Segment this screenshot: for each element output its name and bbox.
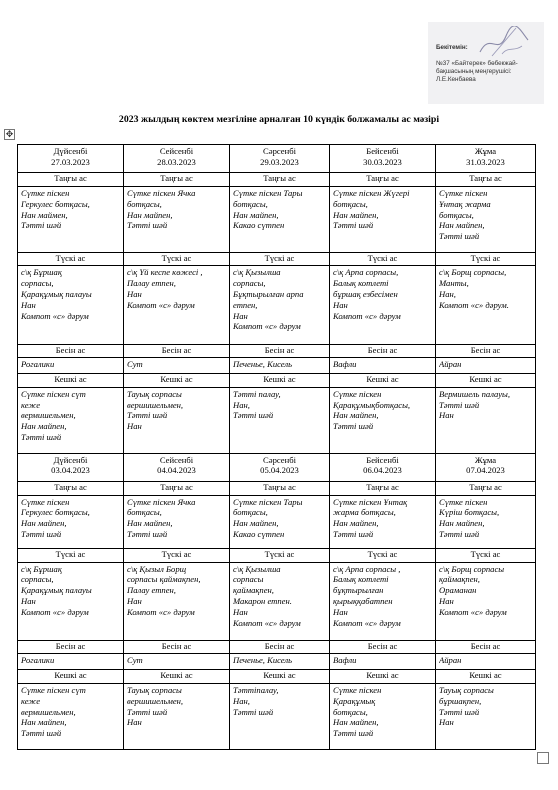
day-header-cell: [436, 145, 536, 173]
menu-item-line: Вафли: [333, 359, 357, 370]
page-title: 2023 жылдың көктем мезгіліне арналған 10 күндік болжамалы ас мәзірі: [118, 114, 440, 125]
menu-item-line: Нан: [127, 421, 142, 432]
menu-item-line: Нан майпен,: [333, 717, 379, 728]
meal-items-cell: [436, 358, 536, 374]
day-header-cell: [124, 145, 230, 173]
day-name: Сәрсенбі: [263, 146, 296, 156]
menu-item-line: с\қ Бұршақ: [21, 267, 62, 278]
menu-item-line: с\қ Қызыл Борщ: [127, 563, 187, 574]
menu-item-line: ботқасы,: [333, 706, 368, 717]
menu-item-line: ботқасы,: [333, 198, 368, 209]
meal-items-row: [18, 654, 536, 670]
menu-item-line: сорпасы қаймақпен,: [127, 574, 201, 585]
menu-item-line: Сүтке піскен: [439, 188, 488, 198]
meal-label: Таңғы ас: [18, 173, 124, 187]
meal-label: Бесін ас: [18, 640, 124, 654]
meal-items-row: [18, 387, 536, 453]
meal-label: Кешкі ас: [230, 374, 330, 388]
menu-item-line: Палау етпен,: [127, 278, 176, 289]
menu-item-line: Тәтті шәй: [333, 529, 374, 539]
menu-item-line: Нан майпен,: [21, 421, 67, 432]
menu-item-line: Сут: [127, 359, 143, 370]
meal-items-row: [18, 683, 536, 749]
day-date: 30.03.2023: [363, 156, 402, 167]
menu-item-line: Балық котлеті: [333, 278, 389, 289]
menu-item-line: Компот «с» дәрум: [439, 606, 507, 617]
menu-item-line: Нан майпен,: [333, 209, 379, 220]
meal-label-row: [18, 482, 536, 496]
meal-label: Таңғы ас: [436, 173, 536, 187]
menu-item-line: Нан: [233, 310, 248, 321]
meal-items-cell: [230, 387, 330, 453]
day-header-row: [18, 453, 536, 481]
meal-label: Түскі ас: [436, 548, 536, 562]
meal-label: Түскі ас: [436, 252, 536, 266]
menu-item-line: бұршақпен,: [439, 695, 482, 706]
meal-items-cell: [436, 187, 536, 253]
menu-item-line: Тәтті шәй: [233, 410, 274, 421]
meal-items-cell: [124, 358, 230, 374]
menu-item-line: Нан: [127, 289, 142, 299]
menu-item-line: жарма ботқасы,: [333, 507, 396, 518]
menu-item-line: Макарон етпен.: [233, 595, 292, 606]
meal-items-cell: [18, 358, 124, 374]
meal-label: Түскі ас: [18, 252, 124, 266]
meal-items-cell: [18, 654, 124, 670]
meal-items-cell: [230, 654, 330, 670]
meal-items-cell: [18, 683, 124, 749]
menu-item-line: Нан: [333, 299, 348, 310]
menu-item-line: ботқасы,: [127, 507, 162, 518]
meal-items-cell: [436, 387, 536, 453]
meal-items-cell: [330, 495, 436, 548]
meal-items-cell: [330, 562, 436, 640]
menu-item-line: Компот «с» дәрум: [127, 299, 195, 310]
day-header-cell: [436, 453, 536, 481]
menu-item-line: Компот «с» дәрум: [333, 617, 401, 628]
menu-item-line: Сүтке піскен сүт: [21, 684, 86, 695]
meal-items-cell: [330, 358, 436, 374]
menu-item-line: Геркулес ботқасы,: [21, 198, 90, 209]
menu-item-line: Манты,: [439, 278, 469, 289]
menu-item-line: Айран: [439, 359, 462, 370]
day-name: Дүйсенбі: [53, 454, 88, 465]
menu-item-line: Нан,: [439, 289, 456, 299]
menu-item-line: қаймақпен,: [233, 585, 274, 596]
menu-item-line: Тәтті палау,: [233, 388, 281, 399]
menu-item-line: Сүтке піскен: [21, 188, 70, 198]
meal-items-cell: [18, 495, 124, 548]
day-date: 29.03.2023: [260, 156, 299, 167]
day-name: Сәрсенбі: [263, 454, 296, 465]
menu-item-line: Тәтті шәй: [127, 410, 168, 421]
menu-item-line: с\қ Борщ сорпасы: [439, 563, 505, 574]
meal-label: Кешкі ас: [18, 374, 124, 388]
menu-item-line: Печенье, Кисель: [233, 359, 293, 370]
menu-item-line: Балық котлеті: [333, 574, 389, 585]
meal-label: Кешкі ас: [330, 670, 436, 684]
menu-item-line: Нан майпен,: [333, 518, 379, 529]
menu-item-line: Тәтті шәй: [439, 231, 480, 242]
menu-item-line: Күріш ботқасы,: [439, 507, 500, 518]
meal-items-cell: [436, 266, 536, 344]
menu-item-line: Вафли: [333, 655, 357, 666]
meal-items-cell: [230, 683, 330, 749]
menu-item-line: етпен,: [233, 299, 258, 310]
menu-item-line: Нан: [21, 299, 36, 310]
menu-item-line: қырыққабатпен: [333, 595, 393, 606]
meal-label-row: [18, 548, 536, 562]
meal-label: Кешкі ас: [330, 374, 436, 388]
menu-item-line: сорпасы,: [21, 574, 54, 585]
day-name: Жұма: [474, 146, 497, 156]
menu-item-line: Сут: [127, 655, 143, 666]
menu-item-line: с\қ Арпа сорпасы ,: [333, 563, 401, 574]
menu-item-line: Нан: [233, 606, 248, 617]
menu-item-line: Сүтке піскен: [333, 684, 382, 695]
meal-items-cell: [230, 358, 330, 374]
menu-item-line: Сүтке піскен Ұнтақ: [333, 496, 408, 507]
day-name: Сейсенбі: [159, 454, 194, 465]
meal-items-cell: [230, 495, 330, 548]
meal-label: Бесін ас: [230, 344, 330, 358]
menu-item-line: бұқтырылған: [333, 585, 384, 596]
approval-heading: Бекітемін:: [436, 44, 468, 51]
meal-label: Таңғы ас: [18, 482, 124, 496]
meal-label: Таңғы ас: [124, 482, 230, 496]
meal-label-row: [18, 640, 536, 654]
menu-item-line: Сүтке піскен: [21, 496, 70, 507]
menu-item-line: вершишельмен,: [127, 695, 184, 706]
menu-item-line: Қарақұмық палауы: [21, 289, 92, 299]
menu-item-line: с\қ Қызылша: [233, 563, 281, 574]
meal-label: Кешкі ас: [436, 374, 536, 388]
day-date: 07.04.2023: [466, 465, 505, 476]
meal-items-cell: [230, 562, 330, 640]
menu-item-line: Тауық сорпасы: [439, 684, 494, 695]
meal-label: Бесін ас: [230, 640, 330, 654]
meal-label-row: [18, 344, 536, 358]
meal-label: Бесін ас: [18, 344, 124, 358]
menu-table: [17, 144, 536, 750]
menu-item-line: с\қ Қызылша: [233, 267, 281, 278]
menu-item-line: Тауық сорпасы: [127, 388, 182, 399]
menu-item-line: қаймақпен,: [439, 574, 480, 585]
meal-items-cell: [330, 387, 436, 453]
meal-items-cell: [330, 187, 436, 253]
meal-items-cell: [124, 654, 230, 670]
meal-label: Таңғы ас: [230, 482, 330, 496]
table-move-handle-icon[interactable]: ✥: [5, 129, 14, 139]
meal-items-cell: [124, 187, 230, 253]
day-date: 04.04.2023: [157, 465, 196, 476]
meal-items-cell: [124, 266, 230, 344]
day-header-cell: [230, 145, 330, 173]
meal-items-row: [18, 358, 536, 374]
menu-item-line: Тәтті шәй: [333, 421, 374, 432]
menu-item-line: Тәтті шәй: [439, 399, 480, 410]
meal-label: Таңғы ас: [436, 482, 536, 496]
menu-item-line: Нан: [127, 595, 142, 606]
menu-item-line: сорпасы,: [233, 278, 266, 289]
day-header-cell: [124, 453, 230, 481]
day-name: Бейсенбі: [366, 146, 399, 156]
day-name: Жұма: [474, 454, 497, 465]
menu-item-line: Тәтті шәй: [21, 728, 62, 739]
meal-label: Кешкі ас: [124, 374, 230, 388]
menu-item-line: Какао сүтпен: [233, 220, 285, 231]
approval-stamp: [428, 22, 544, 104]
menu-item-line: ботқасы,: [439, 209, 474, 220]
menu-item-line: с\қ Арпа сорпасы,: [333, 267, 399, 278]
menu-item-line: Компот «с» дәрум: [127, 606, 195, 617]
day-date: 06.04.2023: [363, 465, 402, 476]
page-end-marker: [537, 752, 549, 764]
menu-item-line: вермишельмен,: [21, 706, 76, 717]
menu-item-line: Нан майпен,: [233, 518, 279, 529]
menu-item-line: Сүтке піскен Жүгері: [333, 188, 410, 198]
menu-item-line: Компот «с» дәрум: [233, 321, 301, 332]
meal-items-cell: [124, 387, 230, 453]
menu-item-line: Рогалики: [21, 359, 55, 370]
day-date: 03.04.2023: [51, 465, 90, 476]
meal-label-row: [18, 252, 536, 266]
meal-label: Түскі ас: [230, 548, 330, 562]
meal-items-cell: [330, 683, 436, 749]
menu-item-line: вермишельмен,: [21, 410, 76, 421]
menu-item-line: Нан майпен,: [21, 518, 67, 529]
meal-label: Түскі ас: [124, 252, 230, 266]
meal-label: Кешкі ас: [18, 670, 124, 684]
menu-item-line: Нан: [439, 410, 454, 421]
menu-item-line: с\қ Борщ сорпасы,: [439, 267, 507, 278]
meal-items-cell: [18, 387, 124, 453]
menu-item-line: Тәтті шәй: [21, 432, 62, 442]
menu-item-line: Тәтті шәй: [21, 220, 62, 231]
menu-item-line: Сүтке піскен: [333, 388, 382, 399]
menu-item-line: Палау етпен,: [127, 585, 176, 596]
meal-items-cell: [436, 562, 536, 640]
meal-label: Бесін ас: [330, 344, 436, 358]
menu-item-line: Тауық сорпасы: [127, 684, 182, 695]
meal-items-cell: [436, 683, 536, 749]
menu-item-line: сорпасы: [233, 574, 264, 585]
meal-label-row: [18, 670, 536, 684]
meal-label: Кешкі ас: [124, 670, 230, 684]
menu-item-line: Нан маймен,: [21, 209, 68, 220]
day-name: Дүйсенбі: [53, 146, 88, 156]
menu-item-line: ботқасы,: [233, 198, 268, 209]
meal-items-cell: [18, 266, 124, 344]
menu-item-line: Компот «с» дәрум: [21, 606, 89, 617]
menu-item-line: Какао сүтпен: [233, 529, 285, 539]
menu-item-line: Тәтті шәй: [127, 220, 168, 231]
meal-label: Таңғы ас: [330, 173, 436, 187]
menu-item-line: Тәтті шәй: [333, 220, 374, 231]
day-name: Бейсенбі: [366, 454, 399, 465]
menu-item-line: Компот «с» дәрум: [333, 310, 401, 321]
menu-item-line: Тәтті шәй: [127, 529, 168, 539]
meal-items-row: [18, 495, 536, 548]
menu-item-line: с\қ Бұршақ: [21, 563, 62, 574]
meal-label: Бесін ас: [436, 344, 536, 358]
meal-items-row: [18, 187, 536, 253]
menu-item-line: Нан майпен,: [439, 518, 485, 529]
menu-item-line: Тәтті шәй: [439, 706, 480, 717]
meal-label-row: [18, 173, 536, 187]
menu-item-line: кеже: [21, 695, 41, 706]
menu-item-line: Бұқтырылған арпа: [233, 289, 304, 299]
menu-item-line: Тәтті шәй: [21, 529, 62, 539]
meal-label: Түскі ас: [18, 548, 124, 562]
meal-items-cell: [124, 495, 230, 548]
menu-item-line: Нан майпен,: [127, 209, 173, 220]
menu-item-line: кеже: [21, 399, 41, 410]
meal-items-row: [18, 266, 536, 344]
meal-items-cell: [18, 562, 124, 640]
meal-label: Бесін ас: [124, 640, 230, 654]
menu-item-line: Нан майпен,: [333, 410, 379, 421]
meal-items-cell: [124, 683, 230, 749]
meal-items-cell: [436, 495, 536, 548]
meal-items-cell: [18, 187, 124, 253]
menu-item-line: Тәтті шәй: [127, 706, 168, 717]
day-date: 28.03.2023: [157, 156, 196, 167]
menu-item-line: Нан майпен,: [233, 209, 279, 220]
day-header-cell: [330, 453, 436, 481]
day-header-row: [18, 145, 536, 173]
day-header-cell: [330, 145, 436, 173]
meal-label: Түскі ас: [124, 548, 230, 562]
meal-label: Таңғы ас: [230, 173, 330, 187]
day-header-cell: [230, 453, 330, 481]
menu-item-line: Нан: [439, 595, 454, 606]
menu-item-line: Компот «с» дәрум.: [439, 299, 509, 310]
day-date: 27.03.2023: [51, 156, 90, 167]
meal-items-cell: [330, 654, 436, 670]
approval-position: №37 «Байтерек» бөбекжай-бақшасының меңгерушісі:: [436, 60, 518, 75]
menu-item-line: Сүтке піскен сүт: [21, 388, 86, 399]
menu-item-line: Компот «с» дәрум: [233, 617, 301, 628]
menu-item-line: Сүтке піскен Тары: [233, 188, 303, 198]
menu-item-line: Нан: [333, 606, 348, 617]
meal-items-cell: [436, 654, 536, 670]
menu-item-line: ботқасы,: [233, 507, 268, 518]
menu-item-line: Компот «с» дәрум: [21, 310, 89, 321]
menu-item-line: с\қ Үй кеспе көжесі ,: [127, 267, 203, 278]
meal-label-row: [18, 374, 536, 388]
meal-label: Түскі ас: [330, 252, 436, 266]
menu-item-line: Қарақұмықботқасы,: [333, 399, 411, 410]
menu-item-line: Сүтке піскен: [439, 496, 488, 507]
meal-label: Бесін ас: [330, 640, 436, 654]
menu-item-line: Нан майпен,: [439, 220, 485, 231]
menu-item-line: ботқасы,: [127, 198, 162, 209]
menu-item-line: Нан: [21, 595, 36, 606]
meal-label: Түскі ас: [330, 548, 436, 562]
meal-label: Түскі ас: [230, 252, 330, 266]
menu-item-line: сорпасы,: [21, 278, 54, 289]
meal-label: Таңғы ас: [124, 173, 230, 187]
day-header-cell: [18, 145, 124, 173]
menu-item-line: Нан: [127, 717, 142, 728]
meal-label: Бесін ас: [124, 344, 230, 358]
menu-item-line: Тәтті шәй: [333, 728, 374, 739]
menu-item-line: Печенье, Кисель: [233, 655, 293, 666]
menu-item-line: вершишельмен,: [127, 399, 184, 410]
menu-item-line: Қарақұмық: [333, 695, 376, 706]
menu-item-line: Сүтке піскен Ячка: [127, 496, 196, 507]
meal-label: Бесін ас: [436, 640, 536, 654]
menu-item-line: Ұнтақ жарма: [439, 198, 491, 209]
menu-item-line: Геркулес ботқасы,: [21, 507, 90, 518]
menu-item-line: Рогалики: [21, 655, 55, 666]
signature-icon: [472, 26, 532, 60]
meal-label: Кешкі ас: [436, 670, 536, 684]
menu-item-line: Тәтті шәй: [233, 706, 274, 717]
menu-item-line: Сүтке піскен Ячка: [127, 188, 196, 198]
meal-items-cell: [230, 266, 330, 344]
day-name: Сейсенбі: [159, 146, 194, 156]
menu-item-line: Вермишель палауы,: [439, 388, 511, 399]
meal-items-cell: [124, 562, 230, 640]
menu-item-line: Тәтті шәй: [439, 529, 480, 539]
menu-item-line: Нан майпен,: [127, 518, 173, 529]
day-header-cell: [18, 453, 124, 481]
menu-item-line: Қарақұмық палауы: [21, 585, 92, 596]
meal-label: Таңғы ас: [330, 482, 436, 496]
day-date: 05.04.2023: [260, 465, 299, 476]
menu-item-line: Нан,: [233, 695, 250, 706]
meal-label: Кешкі ас: [230, 670, 330, 684]
menu-item-line: Сүтке піскен Тары: [233, 496, 303, 507]
meal-items-cell: [230, 187, 330, 253]
menu-item-line: Нан,: [233, 399, 250, 410]
menu-item-line: Айран: [439, 655, 462, 666]
menu-item-line: Нан: [439, 717, 454, 728]
approval-name: Л.Е.Кенбаева: [436, 76, 476, 83]
meal-items-cell: [330, 266, 436, 344]
day-date: 31.03.2023: [466, 156, 505, 167]
menu-item-line: Тәттіпалау,: [233, 684, 279, 695]
menu-item-line: Ораманан: [439, 585, 477, 596]
menu-item-line: бұршақ езбесімен: [333, 289, 398, 299]
meal-items-row: [18, 562, 536, 640]
menu-item-line: Нан майпен,: [21, 717, 67, 728]
